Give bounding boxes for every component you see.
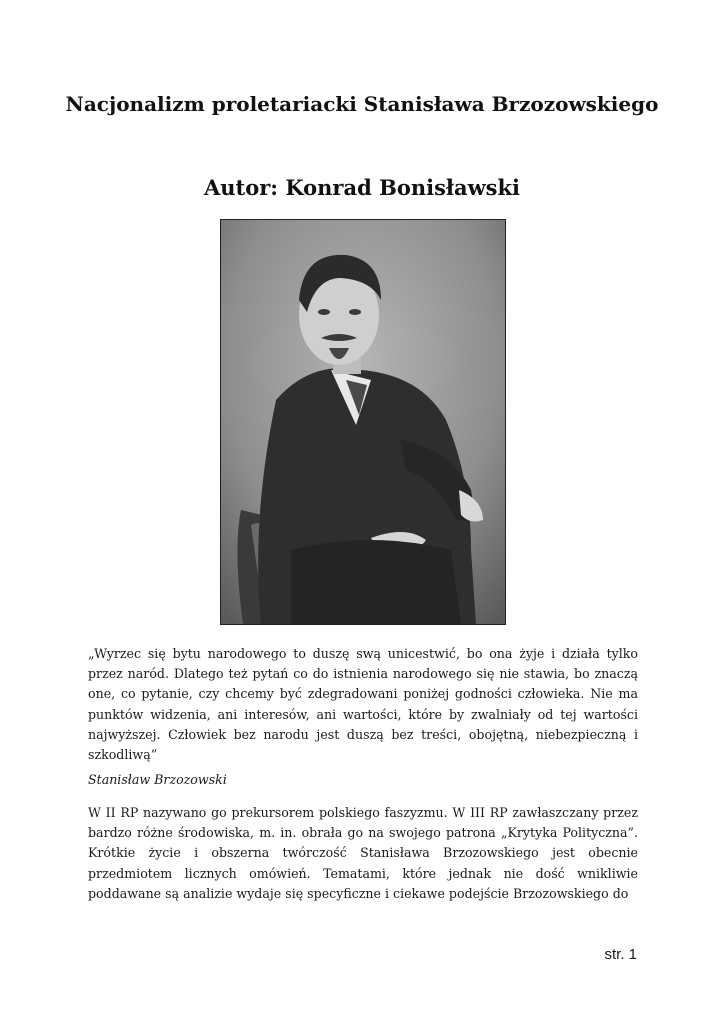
- quote-attribution: Stanisław Brzozowski: [88, 772, 227, 787]
- author-line: Autor: Konrad Bonisławski: [203, 175, 521, 200]
- intro-paragraph: W II RP nazywano go prekursorem polskiego faszyzmu. W III RP zawłaszczany przez bardzo różne środowiska, m. in. obrała go na swojego patrona „Krytyka Polityczna”. Krótkie życie i obszerna twórczość Stanisława Brzozowskiego jest obecnie przedmiotem licznych omówień. Tematami, które jednak nie dość wnikliwie poddawane są analizie wydaje się specyficzne i ciekawe podejście Brzozowskiego do: [88, 805, 638, 901]
- page-number: str. 1: [604, 946, 637, 963]
- portrait-photo: [220, 219, 506, 625]
- document-title: Nacjonalizm proletariacki Stanisława Brzozowskiego: [65, 92, 659, 116]
- quote-paragraph: „Wyrzec się bytu narodowego to duszę swą unicestwić, bo ona żyje i działa tylko przez naród. Dlatego też pytań co do istnienia narodowego się nie stawia, bo znaczą one, co pytanie, czy chcemy być zdegradowani poniżej godności człowieka. Nie ma punktów widzenia, ani interesów, ani wartości, które by zwalniały od tej wartości najwyższej. Człowiek bez narodu jest duszą bez treści, obojętną, niebezpieczną i szkodliwą”: [88, 646, 638, 763]
